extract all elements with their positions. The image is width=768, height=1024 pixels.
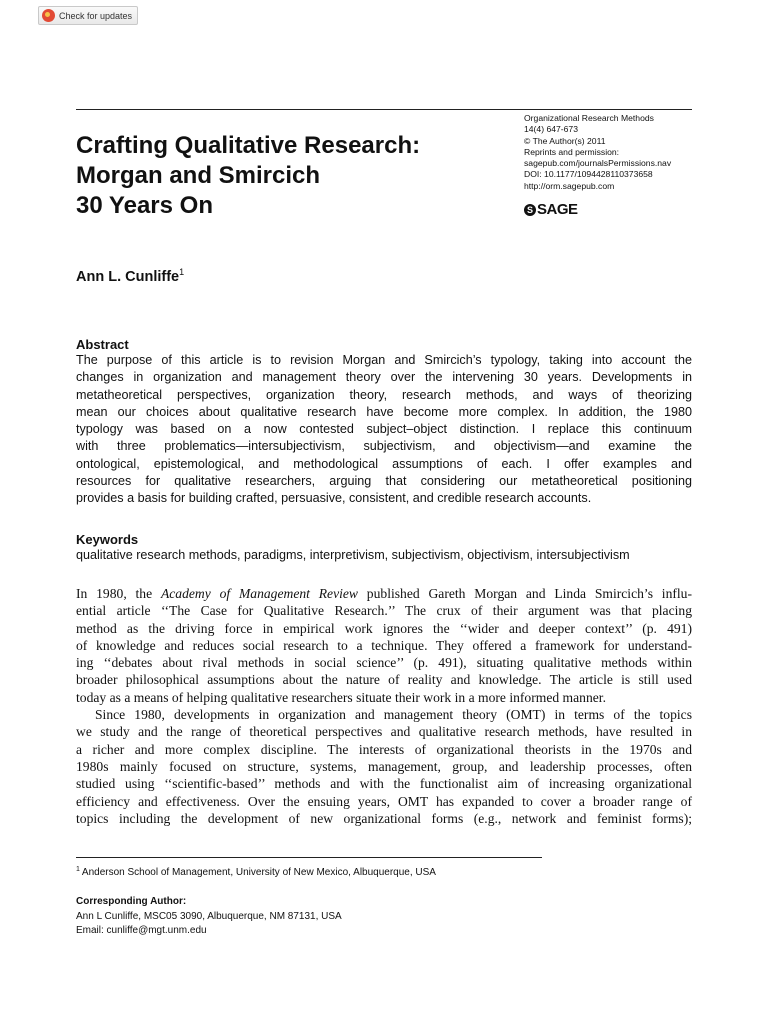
title-line: Crafting Qualitative Research: (76, 132, 421, 159)
abstract-line: The purpose of this article is to revision Morgan and Smircich’s typology, taking into account the (76, 353, 692, 367)
body-line: broader philosophical assumptions about the nature of reality and knowledge. The article is still used (76, 672, 692, 688)
body-line: 1980s mainly focused on structure, systems, management, group, and leadership processes, often (76, 758, 692, 774)
article-title (76, 131, 506, 221)
abstract-line: ontological, epistemological, and methodological assumptions of each. I offer examples and (76, 456, 692, 471)
abstract-line: resources for qualitative researchers, arguing that considering our metatheoretical positioning (76, 474, 692, 489)
journal-volume: 14(4) 647-673 (524, 124, 578, 135)
body-line: a richer and more complex discipline. The interests of organizational theorists in the 1970s and (76, 741, 692, 757)
body-line: studied using ‘‘scientific-based’’ methods and with the functionalist aim of increasing organizational (76, 776, 692, 792)
corresponding-address: Ann L Cunliffe, MSC05 3090, Albuquerque, NM 87131, USA (76, 910, 342, 922)
abstract-line: mean our choices about qualitative research have become more complex. In addition, the 1980 (76, 404, 692, 419)
body-line-end: published Gareth Morgan and Linda Smircich’s influ- (358, 586, 692, 601)
sage-logo (524, 201, 578, 218)
check-for-updates-button[interactable] (38, 6, 138, 25)
body-line (76, 585, 692, 602)
body-line: Since 1980, developments in organization and management theory (OMT) in terms of the topics (95, 707, 692, 723)
body-line: efficiency and effectiveness. Over the ensuing years, OMT has expanded to cover a broader range of (76, 793, 692, 809)
journal-reprints: Reprints and permission: (524, 146, 620, 157)
abstract-line: changes in organization and management theory over the intervening 30 years. Developments in (76, 370, 692, 385)
corresponding-heading: Corresponding Author: (76, 896, 187, 907)
affiliation-mark: 1 (179, 267, 185, 277)
body-line-start: In 1980, the (76, 586, 161, 601)
journal-doi[interactable]: DOI: 10.1177/1094428110373658 (524, 169, 653, 180)
abstract-line: metatheoretical perspectives, organization theory, research methods, and ways of theorizing (76, 387, 692, 402)
journal-title-italic: Academy of Management Review (160, 586, 358, 601)
keywords-heading: Keywords (76, 532, 139, 547)
footnote-rule (76, 857, 542, 858)
corresponding-email[interactable]: Email: cunliffe@mgt.unm.edu (76, 925, 207, 936)
journal-name: Organizational Research Methods (524, 113, 654, 123)
journal-url[interactable]: http://orm.sagepub.com (524, 180, 615, 191)
footnote-mark: 1 (76, 866, 80, 873)
keywords-text: qualitative research methods, paradigms, interpretivism, subjectivism, objectivism, intersubjectivism (76, 548, 630, 562)
title-line: 30 Years On (76, 192, 213, 219)
abstract-line: with three problematics—intersubjectivism, subjectivism, and objectivism—and examine the (76, 439, 692, 454)
corresponding-author (76, 895, 342, 939)
sage-logo-text: SAGE (537, 201, 578, 218)
check-for-updates-label: Check for updates (59, 10, 133, 21)
crossmark-icon (42, 9, 55, 22)
body-line: of knowledge and reduces social research to a technique. They offered a framework for understand- (76, 637, 692, 653)
body-line: today as a means of helping qualitative researchers situate their work in a more informed manner. (76, 689, 606, 705)
body-line: ing ‘‘debates about rival methods in social science’’ (p. 491), situating qualitative methods within (76, 655, 692, 671)
abstract-text (76, 352, 692, 508)
body-line: method as the driving force in empirical work ignores the ‘‘wider and deeper context’’ (p. 491) (76, 620, 692, 636)
sage-mark-icon: S (524, 204, 536, 216)
body-line: we study and the range of theoretical perspectives and qualitative research methods, have resulted in (76, 724, 692, 740)
journal-permissions-link[interactable]: sagepub.com/journalsPermissions.nav (524, 158, 672, 169)
footnote-text: Anderson School of Management, University of New Mexico, Albuquerque, USA (81, 867, 436, 878)
footnote (76, 867, 436, 878)
author-name-text: Ann L. Cunliffe (76, 269, 180, 285)
header-rule (76, 109, 692, 110)
body-line: topics including the development of new organizational forms (e.g., network and feminist forms); (76, 810, 692, 826)
title-line: Morgan and Smircich (76, 162, 321, 189)
body-line: ential article ‘‘The Case for Qualitative Research.’’ The crux of their argument was that placing (76, 603, 692, 619)
journal-copyright: © The Author(s) 2011 (524, 135, 606, 146)
author-name (76, 269, 184, 285)
journal-metadata (524, 113, 724, 192)
abstract-heading: Abstract (76, 337, 129, 352)
body-text (76, 585, 692, 827)
abstract-line: provides a basis for building crafted, persuasive, consistent, and credible research accounts. (76, 491, 592, 506)
abstract-line: typology was based on a now contested subject–object distinction. I replace this continuum (76, 422, 692, 437)
